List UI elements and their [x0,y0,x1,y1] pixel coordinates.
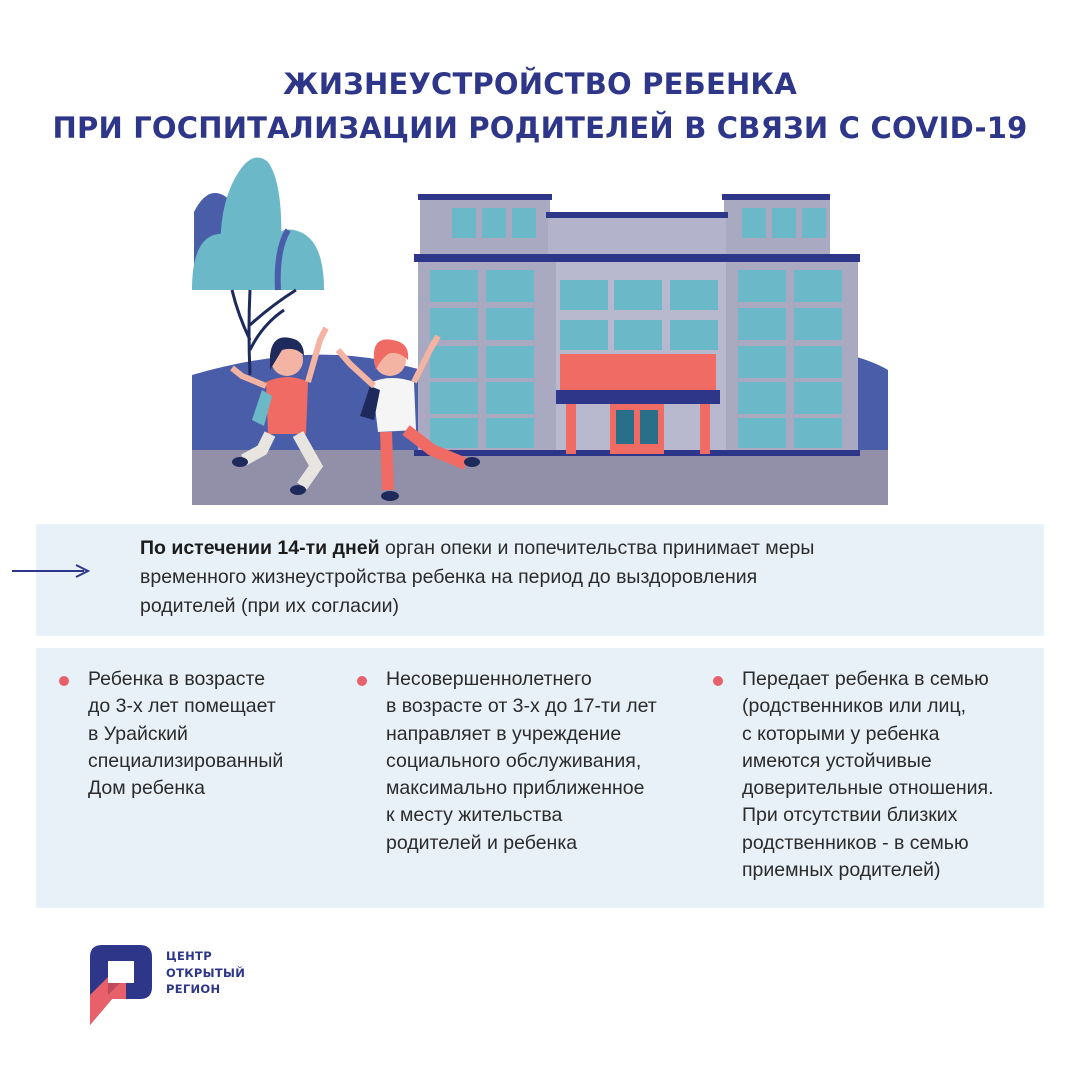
option-column-1 [88,666,283,802]
option-3-line: родственников - в семью [742,831,969,854]
info-line-2: временного жизнеустройства ребенка на период до выздоровления [140,566,758,588]
option-2-line: в возрасте от 3-х до 17-ти лет [386,695,657,718]
option-3-line: имеются устойчивые [742,749,932,772]
option-2-line: максимально приближенное [386,777,645,800]
option-2-line: родителей и ребенка [386,831,578,854]
info-line-3: родителей (при их согласии) [140,595,399,617]
school-building-icon [414,194,860,456]
option-3-line: приемных родителей) [742,859,941,882]
option-1-line: Ребенка в возрасте [88,668,266,690]
open-region-logo [88,943,154,1025]
tree-icon [192,158,324,376]
info-line-1 [140,534,1020,563]
option-3-line: Передает ребенка в семью [742,668,989,690]
school-building-with-children-illustration [192,150,888,505]
bullet-dot [713,676,723,686]
option-2-line: социального обслуживания, [386,749,642,772]
arrow-right-icon [12,561,92,581]
logo-line-2: ОТКРЫТЫЙ [166,965,246,980]
option-2-line: к месту жительства [386,804,563,827]
page-title [0,62,1080,150]
option-3-line: (родственников или лиц, [742,695,967,718]
option-2-line: Несовершеннолетнего [386,668,592,690]
logo-line-3: РЕГИОН [166,982,221,996]
info-highlight: По истечении 14-ти дней [140,537,380,559]
bullet-dot [59,676,69,686]
option-1-line: до 3-х лет помещает [88,695,276,718]
title-line-2: ПРИ ГОСПИТАЛИЗАЦИИ РОДИТЕЛЕЙ В СВЯЗИ С COVID-19 [52,111,1028,145]
option-column-2 [386,666,657,857]
bullet-dot [357,676,367,686]
title-line-1: ЖИЗНЕУСТРОЙСТВО РЕБЕНКА [283,67,797,101]
option-1-line: в Урайский [88,722,188,745]
option-2-line: направляет в учреждение [386,722,622,745]
info-line-1-rest: орган опеки и попечительства принимает меры [379,537,815,559]
option-3-line: доверительные отношения. [742,777,994,800]
option-1-line: Дом ребенка [88,777,205,800]
option-3-line: с которыми у ребенка [742,722,940,745]
option-column-3 [742,666,994,884]
option-3-line: При отсутствии близких [742,804,958,827]
logo-text [166,948,245,998]
logo-line-1: ЦЕНТР [166,949,212,963]
info-text [140,534,1020,621]
option-1-line: специализированный [88,749,284,772]
